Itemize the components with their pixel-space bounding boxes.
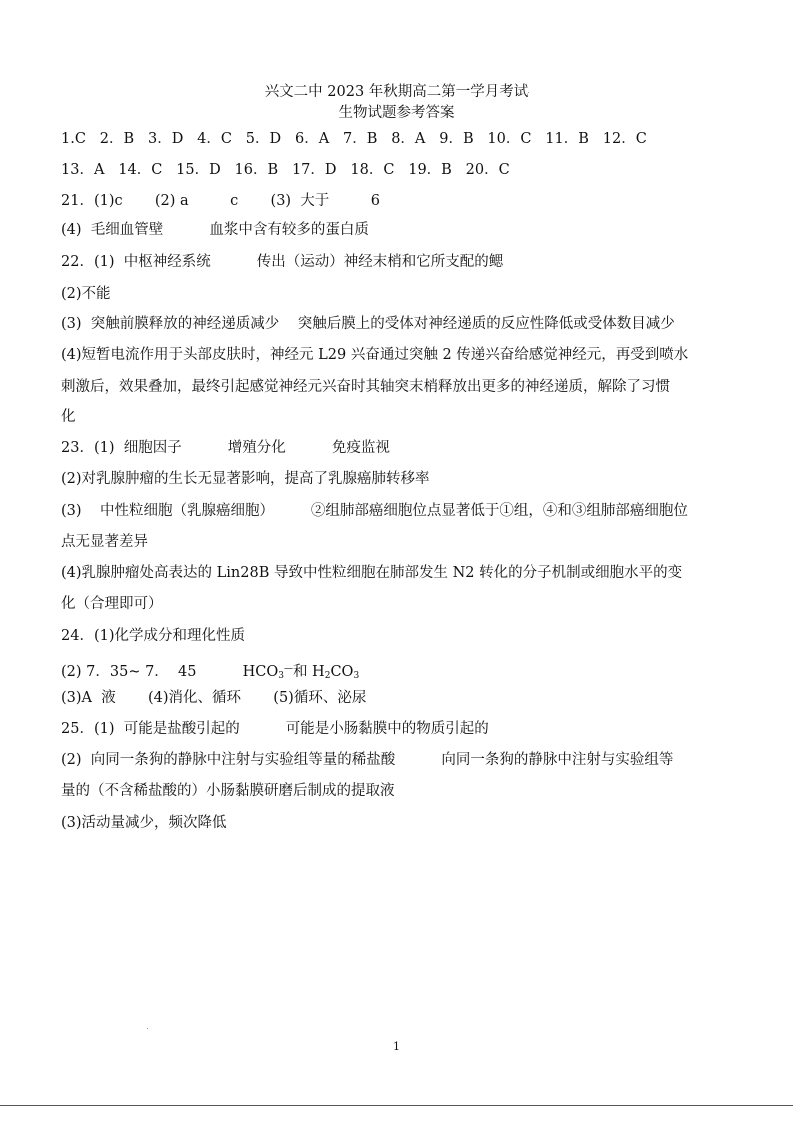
answer-line: (4) 毛细血管壁 血浆中含有较多的蛋白质 (61, 222, 369, 238)
answer-line: 25．(1) 可能是盐酸引起的 可能是小肠黏膜中的物质引起的 (61, 721, 489, 737)
answer-line: (3) 中性粒细胞（乳腺癌细胞） ②组肺部癌细胞位点显著低于①组，④和③组肺部癌细胞位 (61, 503, 688, 519)
answer-line: (3)A 液 (4)消化、循环 (5)循环、泌尿 (61, 690, 367, 706)
answer-line: 化 (61, 409, 76, 425)
answer-line: (2)不能 (61, 286, 111, 302)
answer-text: (2) 7．35~ 7． 45 (61, 664, 243, 680)
answer-line: (3) 突触前膜释放的神经递质减少 突触后膜上的受体对神经递质的反应性降低或受体数目减少 (61, 316, 675, 332)
answer-line: 22．(1) 中枢神经系统 传出（运动）神经末梢和它所支配的鳃 (61, 254, 504, 270)
bicarbonate-formula: $HCO_3^—$ (242, 664, 293, 681)
answer-line: (2) 向同一条狗的静脉中注射与实验组等量的稀盐酸 向同一条狗的静脉中注射与实验组等 (61, 752, 674, 768)
answer-line: (4)乳腺肿瘤处高表达的 Lin28B 导致中性粒细胞在肺部发生 N2 转化的分子机制或细胞水平的变 (61, 565, 683, 581)
answer-line: 1.C 2．B 3．D 4．C 5．D 6．A 7．B 8．A 9．B 10．C 11．B 12．C (61, 131, 647, 147)
page-bottom-rule (0, 1105, 793, 1106)
answer-key-title: 生物试题参考答案 (338, 105, 455, 121)
answer-line: 13．A 14．C 15．D 16．B 17．D 18．C 19．B 20．C (61, 162, 510, 178)
answer-line-buffer (61, 659, 359, 686)
answer-line: 刺激后，效果叠加，最终引起感觉神经元兴奋时其轴突末梢释放出更多的神经递质，解除了习惯 (61, 379, 670, 395)
answer-line: (2)对乳腺肿瘤的生长无显著影响，提高了乳腺癌肺转移率 (61, 471, 430, 487)
answer-line: (3)活动量减少，频次降低 (61, 815, 227, 831)
exam-title: 兴文二中 2023 年秋期高二第一学月考试 (264, 84, 529, 100)
answer-line: 化（合理即可） (61, 596, 163, 612)
answer-line: 23．(1) 细胞因子 增殖分化 免疫监视 (61, 440, 390, 456)
answer-line: 点无显著差异 (61, 534, 148, 550)
page-number: 1 (393, 1040, 400, 1053)
and-h2co3: 和 $H_2CO_3$ (292, 664, 360, 681)
answer-line: (4)短暂电流作用于头部皮肤时，神经元 L29 兴奋通过突触 2 传递兴奋给感觉神经元，再受到喷水 (61, 347, 689, 363)
answer-line: 24．(1)化学成分和理化性质 (61, 628, 245, 644)
answer-line: 21．(1)c (2) a c (3) 大于 6 (61, 193, 380, 209)
scan-speck (147, 1028, 148, 1029)
answer-line: 量的（不含稀盐酸的）小肠黏膜研磨后制成的提取液 (61, 783, 395, 799)
